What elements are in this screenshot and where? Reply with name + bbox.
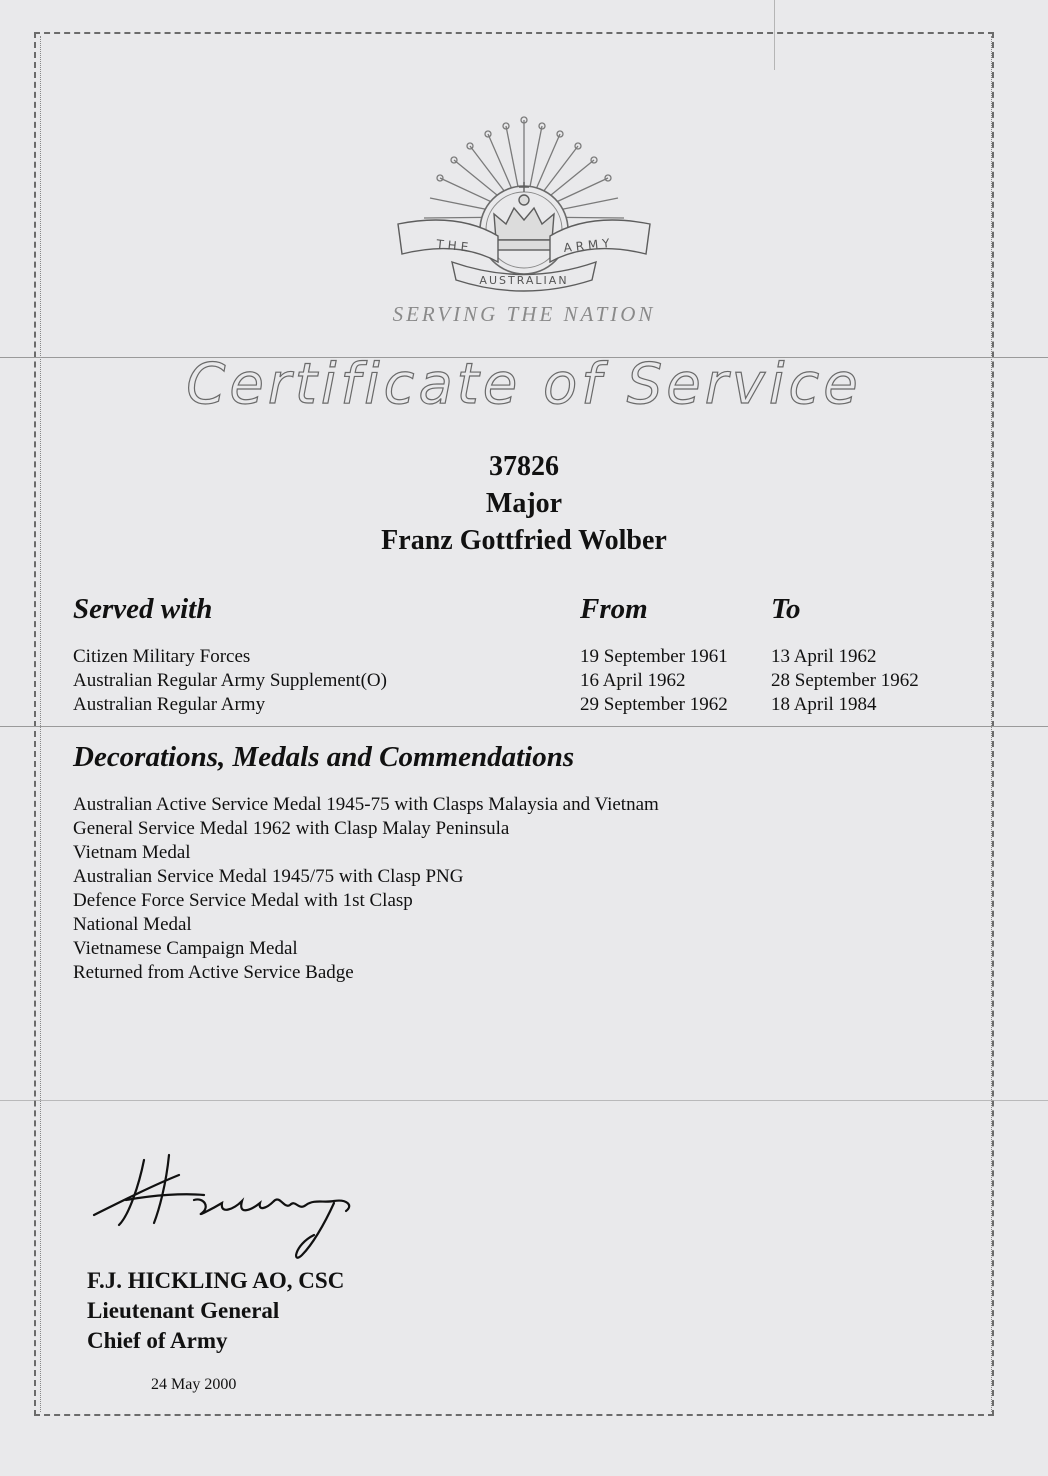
from-heading: From	[580, 593, 648, 625]
service-to: 13 April 1962	[771, 646, 877, 667]
signatory-rank: Lieutenant General	[87, 1298, 280, 1323]
signatory-block	[87, 1266, 344, 1356]
army-rising-sun-crest-icon	[378, 112, 670, 307]
handwritten-signature	[84, 1145, 384, 1270]
fold-line-vertical	[774, 0, 775, 70]
served-with-heading: Served with	[73, 593, 213, 625]
service-unit: Australian Regular Army Supplement(O)	[73, 670, 387, 691]
to-heading: To	[771, 593, 801, 625]
decoration-item: Australian Service Medal 1945/75 with Clasp PNG	[73, 866, 464, 887]
crest-motto: SERVING THE NATION	[392, 302, 656, 326]
issue-date: 24 May 2000	[151, 1376, 237, 1393]
service-to: 28 September 1962	[771, 670, 919, 691]
service-unit: Australian Regular Army	[73, 694, 266, 715]
service-from: 16 April 1962	[580, 670, 686, 691]
fold-line-middle	[0, 726, 1048, 727]
crest-ribbon-right-text: ARMY	[562, 235, 615, 255]
member-rank: Major	[485, 488, 563, 519]
decoration-item: Returned from Active Service Badge	[73, 962, 354, 983]
service-from: 19 September 1961	[580, 646, 728, 667]
service-to: 18 April 1984	[771, 694, 877, 715]
service-from: 29 September 1962	[580, 694, 728, 715]
decoration-item: Australian Active Service Medal 1945-75 with Clasps Malaysia and Vietnam	[73, 794, 659, 815]
member-identity	[0, 448, 1048, 559]
crest-ribbon-left-text: THE	[435, 237, 473, 255]
crest-ribbon-bottom-text: AUSTRALIAN	[479, 274, 569, 287]
decorations-heading: Decorations, Medals and Commendations	[73, 741, 575, 773]
decoration-item: Defence Force Service Medal with 1st Clasp	[73, 890, 413, 911]
fold-line-lower	[0, 1100, 1048, 1101]
signatory-title: Chief of Army	[87, 1328, 228, 1353]
decoration-item: National Medal	[73, 914, 192, 935]
signatory-name: F.J. HICKLING AO, CSC	[87, 1268, 345, 1293]
service-number: 37826	[489, 451, 559, 482]
decoration-item: General Service Medal 1962 with Clasp Malay Peninsula	[73, 818, 510, 839]
decoration-item: Vietnamese Campaign Medal	[73, 938, 298, 959]
decoration-item: Vietnam Medal	[73, 842, 191, 863]
service-unit: Citizen Military Forces	[73, 646, 251, 667]
member-name: Franz Gottfried Wolber	[381, 525, 667, 556]
certificate-title: Certificate of Service	[186, 352, 862, 417]
